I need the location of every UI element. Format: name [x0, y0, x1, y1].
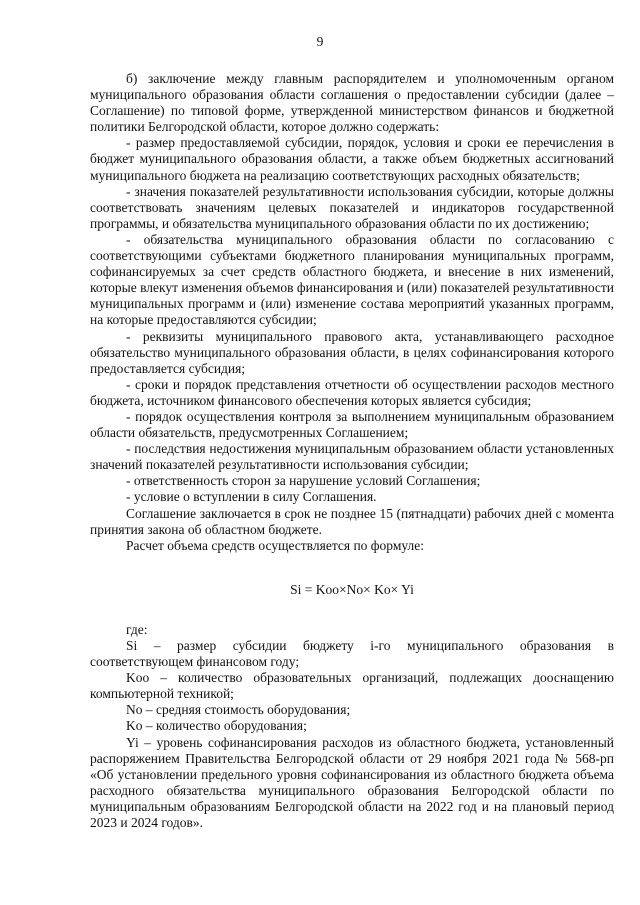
- definition-item: Si – размер субсидии бюджету i-го муниципального образования в соответствующем финансовом году;: [90, 638, 614, 670]
- definition-item: No – средняя стоимость оборудования;: [126, 702, 351, 718]
- definition-item: Ko – количество оборудования;: [126, 718, 307, 734]
- list-item: - сроки и порядок представления отчетности об осуществлении расходов местного бюджета, источником финансового обеспечения которых является субсидия;: [90, 376, 614, 408]
- page-number: 9: [316, 34, 324, 49]
- list-item: - обязательства муниципального образования области по согласованию с соответствующими субъектами бюджетного планирования муниципальных программ, софинансируемых за счет средств областного бюджета, и внесение в них изменений, которые влекут изменения объемов финансирования и (или) показателей результативности муниципальных программ и (или) изменение состава мероприятий указанных программ, на которые предоставляются субсидии;: [90, 231, 615, 328]
- where-label: где:: [126, 621, 148, 637]
- document-body: [90, 71, 614, 831]
- list-item: - значения показателей результативности использования субсидии, которые должны соответствовать значениям целевых показателей и индикаторов государственной программы, и обязательства муниципального образования области по их достижению;: [90, 183, 614, 231]
- list-item: - ответственность сторон за нарушение условий Соглашения;: [126, 473, 481, 489]
- list-item: - последствия недостижения муниципальным образованием области установленных значений показателей результативности использования субсидии;: [90, 441, 614, 473]
- definition-item: Koo – количество образовательных организаций, подлежащих дооснащению компьютерной техникой;: [90, 670, 614, 702]
- definition-item: Yi – уровень софинансирования расходов из областного бюджета, установленный распоряжением Правительства Белгородской области от 29 ноября 2021 года № 568-рп «Об установлении предельного уровня софинансирования из областного бюджета объема расходного обязательства муниципального образования Белгородской области по муниципальным образованиям Белгородской области на 2022 год и на плановый период 2023 и 2024 годов».: [90, 734, 614, 831]
- paragraph: Расчет объема средств осуществляется по формуле:: [126, 537, 425, 553]
- paragraph: б) заключение между главным распорядителем и уполномоченным органом муниципального образования области соглашения о предоставлении субсидии (далее – Соглашение) по типовой форме, утвержденной министерством финансов и бюджетной политики Белгородской области, которое должно содержать:: [90, 71, 614, 135]
- list-item: - реквизиты муниципального правового акта, устанавливающего расходное обязательство муниципального образования области, в целях софинансирования которого предоставляется субсидия;: [90, 328, 614, 376]
- paragraph: Соглашение заключается в срок не позднее 15 (пятнадцати) рабочих дней с момента принятия закона об областном бюджете.: [90, 505, 614, 537]
- formula: Si = Koo×No× Ko× Yi: [290, 581, 414, 597]
- list-item: - порядок осуществления контроля за выполнением муниципальным образованием области обязательств, предусмотренных Соглашением;: [90, 408, 614, 441]
- list-item: - размер предоставляемой субсидии, порядок, условия и сроки ее перечисления в бюджет муниципального образования области, а также объем бюджетных ассигнований муниципального бюджета на реализацию соответствующих расходных обязательств;: [90, 135, 614, 183]
- list-item: - условие о вступлении в силу Соглашения.: [126, 489, 377, 505]
